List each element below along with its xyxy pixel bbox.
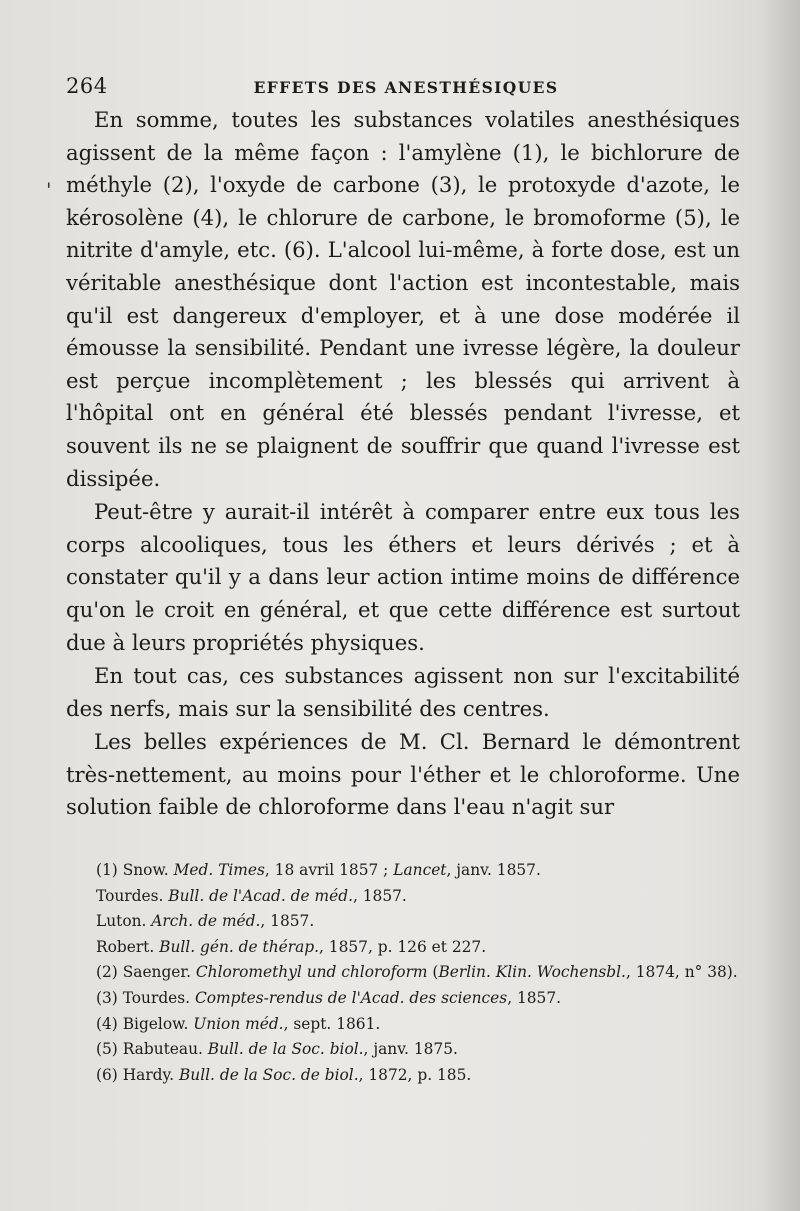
stray-mark: ' bbox=[46, 178, 52, 202]
page-number: 264 bbox=[66, 74, 108, 98]
footnote-6: (6) Hardy. Bull. de la Soc. de biol., 1872, p. 185. bbox=[96, 1065, 472, 1084]
footnote-4: (4) Bigelow. Union méd., sept. 1861. bbox=[96, 1014, 381, 1033]
footnote-1-snow: (1) Snow. Med. Times, 18 avril 1857 ; Lancet, janv. 1857. bbox=[96, 861, 541, 879]
footnote-2: (2) Saenger. Chloromethyl und chloroform (Berlin. Klin. Wochensbl., 1874, n° 38). bbox=[96, 963, 738, 982]
paragraph-1: En somme, toutes les substances volatiles anesthésiques agissent de la même façon : l'amylène (1), le bichlorure de méthyle (2), l'oxyde de carbone (3), le protoxyde d'azote, le kérosolène (4), le chlorure de carbone, le bromoforme (5), le nitrite d'amyle, etc. (6). L'alcool lui-même, à forte dose, est un véritable anesthésique dont l'action est incontestable, mais qu'il est dangereux d'employer, et à une dose modérée il émousse la sensibilité. Pendant une ivresse légère, la douleur est perçue incomplètement ; les blessés qui arrivent à l'hôpital ont en général été blessés pendant l'ivresse, et souvent ils ne se plaignent de souffrir que quand l'ivresse est dissipée. bbox=[66, 107, 740, 491]
footnote-1-luton: Luton. Arch. de méd., 1857. bbox=[96, 912, 315, 931]
paragraph-2: Peut-être y aurait-il intérêt à comparer entre eux tous les corps alcooliques, tous les éthers et leurs dérivés ; et à constater qu'il y a dans leur action intime moins de différence qu'on le croit en général, et que cette différence est surtout due à leurs propriétés physiques. bbox=[66, 499, 740, 655]
page-header bbox=[66, 74, 746, 102]
paragraph-3: En tout cas, ces substances agissent non sur l'excitabilité des nerfs, mais sur la sensibilité des centres. bbox=[66, 663, 740, 721]
footnote-5: (5) Rabuteau. Bull. de la Soc. biol., janv. 1875. bbox=[96, 1040, 458, 1059]
running-head: EFFETS DES ANESTHÉSIQUES bbox=[253, 78, 559, 97]
footnote-1-robert: Robert. Bull. gén. de thérap., 1857, p. 126 et 227. bbox=[96, 937, 487, 956]
paragraph-4: Les belles expériences de M. Cl. Bernard le démontrent très-nettement, au moins pour l'éther et le chloroforme. Une solution faible de chloroforme dans l'eau n'agit sur bbox=[66, 729, 740, 820]
footnote-3: (3) Tourdes. Comptes-rendus de l'Acad. des sciences, 1857. bbox=[96, 988, 562, 1007]
footnote-1-tourdes: Tourdes. Bull. de l'Acad. de méd., 1857. bbox=[96, 886, 407, 905]
footnotes bbox=[68, 858, 744, 1088]
body-text bbox=[66, 104, 740, 824]
